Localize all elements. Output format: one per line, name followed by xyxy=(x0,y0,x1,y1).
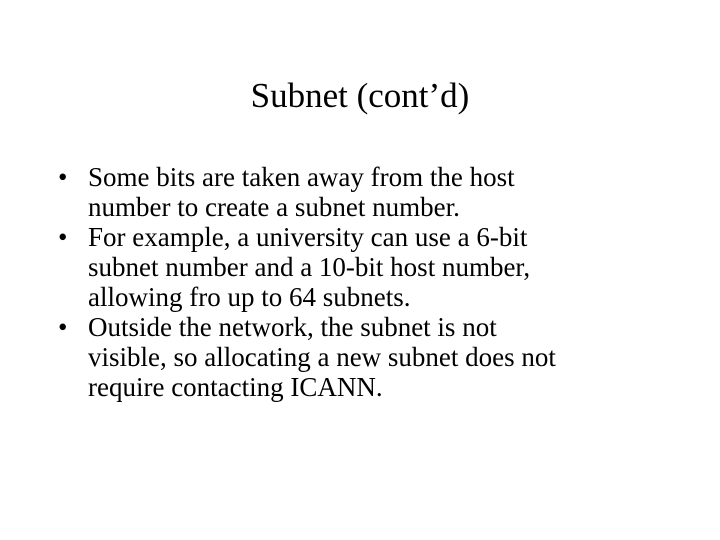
bullet-text-line: subnet number and a 10-bit host number, xyxy=(88,252,531,282)
slide-title: Subnet (cont’d) xyxy=(250,76,470,115)
bullet-text-line: Outside the network, the subnet is not xyxy=(88,312,497,342)
bullet-text-line: allowing fro up to 64 subnets. xyxy=(88,282,411,312)
bullet-list xyxy=(58,162,698,402)
bullet-item xyxy=(58,312,698,402)
bullet-icon: • xyxy=(58,222,68,252)
bullet-text-line: require contacting ICANN. xyxy=(88,372,383,402)
bullet-icon: • xyxy=(58,312,68,342)
bullet-item xyxy=(58,162,698,222)
bullet-text-line: visible, so allocating a new subnet does not xyxy=(88,342,556,372)
bullet-text-line: For example, a university can use a 6-bit xyxy=(88,222,528,252)
bullet-text-line: number to create a subnet number. xyxy=(88,192,460,222)
bullet-icon: • xyxy=(58,162,68,192)
bullet-text-line: Some bits are taken away from the host xyxy=(88,162,515,192)
bullet-item xyxy=(58,222,698,312)
